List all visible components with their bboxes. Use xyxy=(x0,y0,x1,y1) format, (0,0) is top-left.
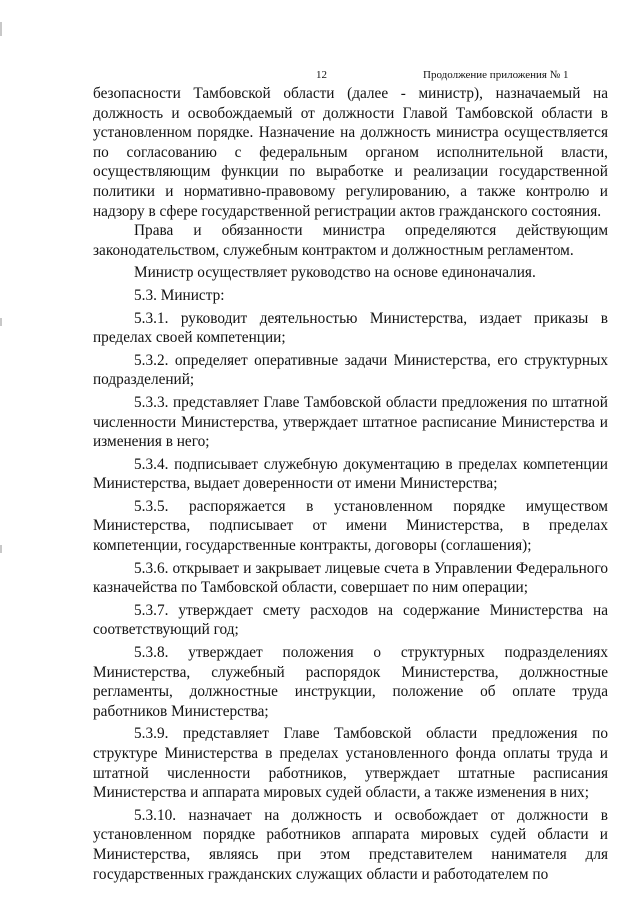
paragraph: безопасности Тамбовской области (далее - министр), назначаемый на должность и освобождаемый от должности Главой Тамбовской области в установленном порядке. Назначение на должность министра осуществляется по согласованию с федеральным органом исполнительной власти, осуществляющим функции по выработке и реализации государственной политики и нормативно-правовому регулированию, а также контролю и надзору в сфере государственной регистрации актов гражданского состояния. xyxy=(93,85,608,220)
document-body xyxy=(93,84,608,884)
list-item: 5.3.10. назначает на должность и освобождает от должности в установленном порядке работников аппарата мировых судей области и Министерства, являясь при этом представителем нанимателя для государственных гражданских служащих области и работодателем по xyxy=(93,806,608,883)
list-item: 5.3.7. утверждает смету расходов на содержание Министерства на соответствующий год; xyxy=(93,601,608,639)
appendix-continuation-note: Продолжение приложения № 1 xyxy=(423,69,569,81)
list-item: 5.3.4. подписывает служебную документацию в пределах компетенции Министерства, выдает доверенности от имени Министерства; xyxy=(93,455,608,493)
list-item: 5.3.5. распоряжается в установленном порядке имуществом Министерства, подписывает от имени Министерства, в пределах компетенции, государственные контракты, договоры (соглашения); xyxy=(93,497,608,555)
list-item: 5.3.1. руководит деятельностью Министерства, издает приказы в пределах своей компетенции; xyxy=(93,309,608,347)
section-heading: 5.3. Министр: xyxy=(134,286,225,304)
scan-edge-mark xyxy=(0,545,2,553)
paragraph: Министр осуществляет руководство на основе единоначалия. xyxy=(134,264,536,282)
page-number: 12 xyxy=(316,69,327,81)
list-item: 5.3.3. представляет Главе Тамбовской области предложения по штатной численности Министерства, утверждает штатное расписание Министерства и изменения в него; xyxy=(93,393,608,451)
list-item: 5.3.9. представляет Главе Тамбовской области предложения по структуре Министерства в пределах установленного фонда оплаты труда и штатной численности работников, утверждает штатные расписания Министерства и аппарата мировых судей области, а также изменения в них; xyxy=(93,725,608,802)
scan-edge-mark xyxy=(0,22,2,36)
paragraph: Права и обязанности министра определяются действующим законодательством, служебным контрактом и должностным регламентом. xyxy=(93,222,608,259)
list-item: 5.3.6. открывает и закрывает лицевые счета в Управлении Федерального казначейства по Тамбовской области, совершает по ним операции; xyxy=(93,559,608,597)
scan-edge-mark xyxy=(0,318,2,326)
list-item: 5.3.8. утверждает положения о структурных подразделениях Министерства, служебный распорядок Министерства, должностные регламенты, должностные инструкции, положение об оплате труда работников Министерства; xyxy=(93,644,608,720)
list-item: 5.3.2. определяет оперативные задачи Министерства, его структурных подразделений; xyxy=(93,351,608,389)
